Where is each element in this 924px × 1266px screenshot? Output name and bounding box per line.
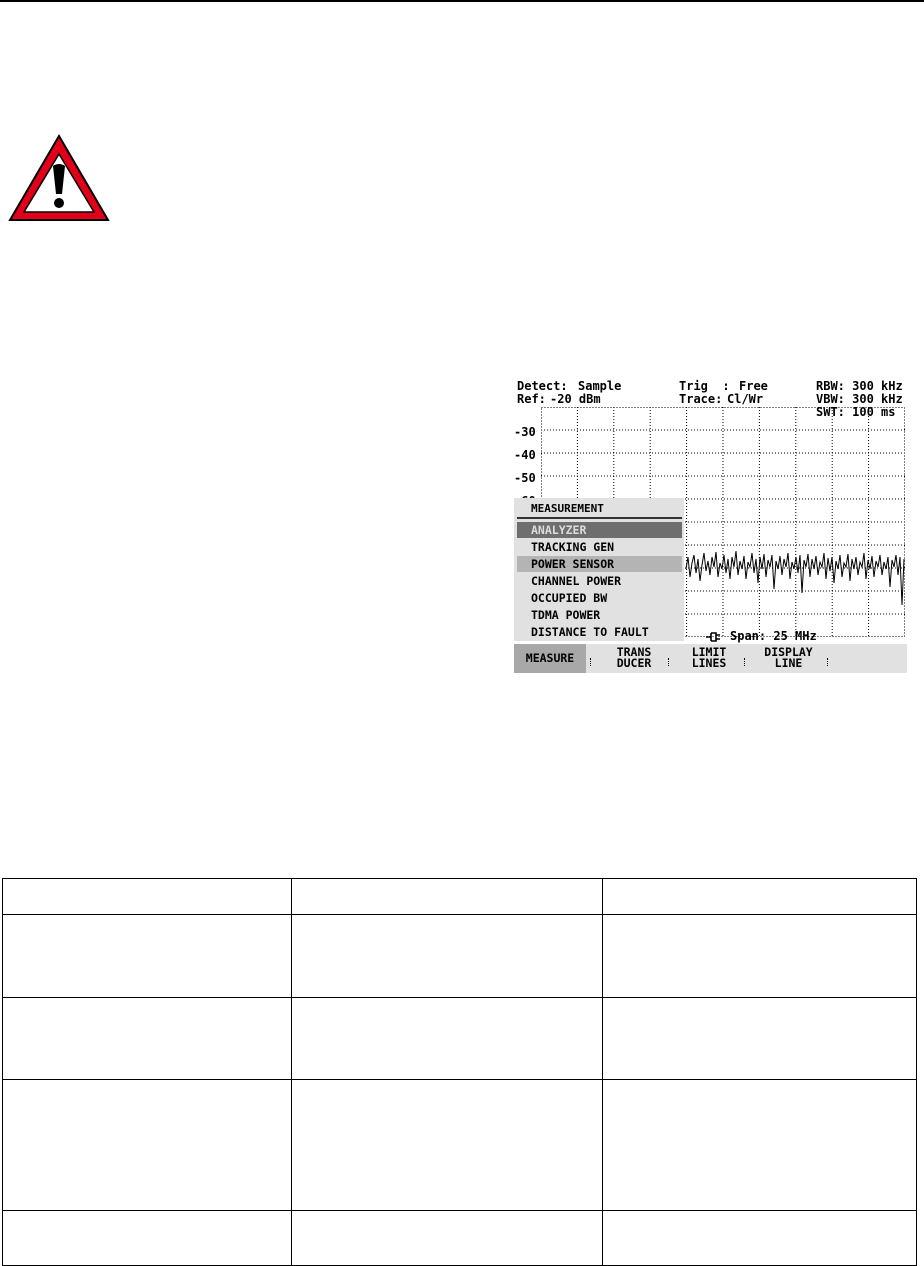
vbw-readout: VBW: 300 kHz xyxy=(816,392,903,406)
table-cell xyxy=(292,1211,603,1266)
table-cell xyxy=(3,915,292,998)
softkey-display-line[interactable] xyxy=(746,644,831,676)
table-cell xyxy=(3,1211,292,1266)
detect-value: Sample xyxy=(578,379,622,393)
spectrum-trace xyxy=(686,551,904,605)
menu-title: MEASUREMENT xyxy=(531,502,604,515)
menu-item-power-sensor[interactable]: POWER SENSOR xyxy=(517,556,682,572)
detect-label: Detect: xyxy=(517,379,568,393)
table-cell xyxy=(292,879,603,915)
menu-item-distance-to-fault[interactable]: DISTANCE TO FAULT xyxy=(531,625,649,639)
softkey-separator xyxy=(668,658,671,666)
rbw-readout: RBW: 300 kHz xyxy=(816,379,903,393)
menu-item-tracking-gen[interactable]: TRACKING GEN xyxy=(531,540,615,554)
trig-value: Free xyxy=(739,379,768,393)
menu-item-occupied-bw[interactable]: OCCUPIED BW xyxy=(531,591,608,605)
y-tick-label: -40 xyxy=(514,448,536,462)
table-cell xyxy=(292,915,603,998)
softkey-separator xyxy=(827,658,830,666)
document-table xyxy=(2,878,917,1266)
ref-value: -20 dBm xyxy=(550,392,601,406)
table-header-row xyxy=(3,879,917,915)
table-row xyxy=(3,1080,917,1211)
menu-item-tdma-power[interactable]: TDMA POWER xyxy=(531,608,601,622)
softkey-display-line1: DISPLAY xyxy=(764,645,813,659)
trace-label: Trace: xyxy=(679,392,723,406)
table-row xyxy=(3,915,917,998)
softkey-transducer-line1: TRANS xyxy=(616,645,652,659)
softkey-limit-lines[interactable] xyxy=(674,644,744,676)
table-cell xyxy=(603,1211,917,1266)
table-cell xyxy=(603,879,917,915)
table-cell xyxy=(603,915,917,998)
table-cell xyxy=(603,1080,917,1211)
softkey-measure-label: MEASURE xyxy=(525,651,575,665)
measurement-menu xyxy=(514,498,684,641)
span-readout: Span: 25 MHz xyxy=(730,629,817,643)
page-top-rule xyxy=(0,0,924,2)
warning-triangle-icon xyxy=(6,132,112,224)
swt-readout: SWT: 100 ms xyxy=(816,405,896,419)
menu-item-channel-power[interactable]: CHANNEL POWER xyxy=(531,574,622,588)
table-cell xyxy=(3,879,292,915)
trig-label: Trig : xyxy=(679,379,730,393)
softkey-transducer[interactable] xyxy=(594,644,674,676)
trace-value: Cl/Wr xyxy=(727,392,764,406)
spectrum-analyzer-screen xyxy=(514,377,907,673)
softkey-separator xyxy=(590,658,593,666)
table-cell xyxy=(292,1080,603,1211)
softkey-limit-line1: LIMIT xyxy=(691,645,727,659)
table-cell xyxy=(3,998,292,1080)
y-tick-label: -30 xyxy=(514,425,536,439)
softkey-display-line2: LINE xyxy=(774,656,803,670)
plug-icon xyxy=(706,632,722,642)
softkey-limit-line2: LINES xyxy=(691,656,727,670)
y-tick-label: -50 xyxy=(514,471,536,485)
table-cell xyxy=(3,1080,292,1211)
table-cell xyxy=(603,998,917,1080)
menu-item-analyzer[interactable]: ANALYZER xyxy=(517,522,682,538)
menu-divider xyxy=(517,517,682,519)
table-row xyxy=(3,998,917,1080)
softkey-transducer-line2: DUCER xyxy=(616,656,652,670)
softkey-measure[interactable] xyxy=(514,644,586,673)
softkey-bar xyxy=(514,644,907,673)
ref-label: Ref: xyxy=(517,392,546,406)
table-row xyxy=(3,1211,917,1266)
table-cell xyxy=(292,998,603,1080)
